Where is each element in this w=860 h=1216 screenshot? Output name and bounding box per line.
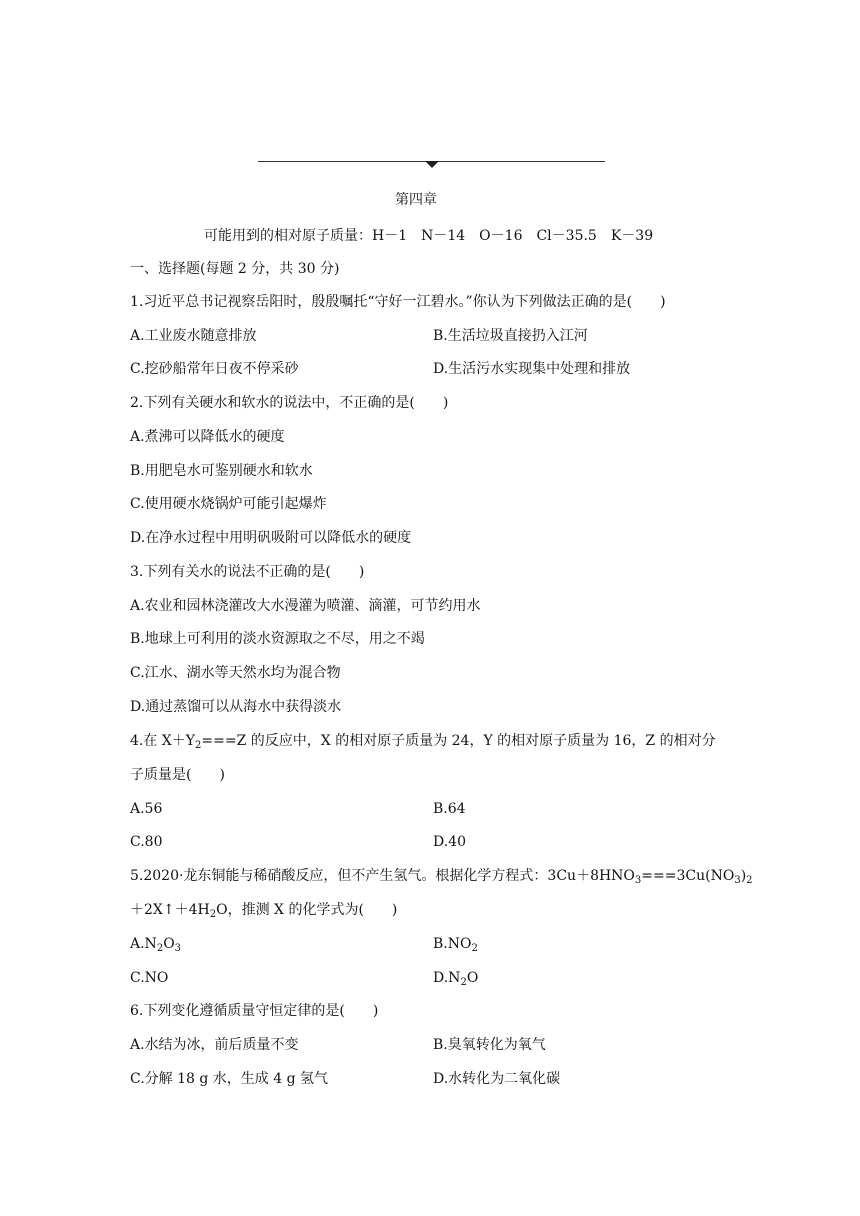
question-1-option-d: D.生活污水实现集中处理和排放 [433,361,631,377]
question-1-stem: 1.习近平总书记视察岳阳时，殷殷嘱托“守好一江碧水。”你认为下列做法正确的是( ) [130,294,666,310]
header-rule-arrow-icon [425,161,439,168]
question-4-option-b: B.64 [433,801,466,817]
question-6-option-d: D.水转化为二氧化碳 [433,1071,561,1087]
question-3-option-a: A.农业和园林浇灌改大水漫灌为喷灌、滴灌，可节约用水 [130,598,481,614]
question-2-option-c: C.使用硬水烧锅炉可能引起爆炸 [130,496,327,512]
question-4-stem: 4.在 $X+Y_2===Z$ 的反应中，X 的相对原子质量为 24，Y 的相对原子质量为 16，Z 的相对分 [130,733,716,751]
question-1-option-b: B.生活垃圾直接扔入江河 [433,328,588,344]
question-2-option-d: D.在净水过程中用明矾吸附可以降低水的硬度 [130,530,412,546]
question-6-stem: 6.下列变化遵循质量守恒定律的是( ) [130,1003,379,1019]
atomic-mass-note: 可能用到的相对原子质量：H－1 N－14 O－16 Cl－35.5 K－39 [204,228,654,244]
section-title: 一、选择题(每题 2 分，共 30 分) [130,261,340,277]
question-4-option-d: D.40 [433,834,466,850]
question-5-stem-line2: $+2X↑+4H_2O$，推测 X 的化学式为( ) [130,902,398,920]
question-5-option-c: C.NO [130,970,169,986]
question-3-option-c: C.江水、湖水等天然水均为混合物 [130,665,341,681]
question-4-option-a: A.56 [130,801,163,817]
question-2-option-b: B.用肥皂水可鉴别硬水和软水 [130,463,313,479]
question-5-option-a: $A.N_2O_3$ [130,936,182,954]
question-5-option-b: $B.NO_2$ [433,936,478,954]
question-2-stem: 2.下列有关硬水和软水的说法中，不正确的是( ) [130,395,449,411]
question-1-option-c: C.挖砂船常年日夜不停采砂 [130,361,299,377]
question-5-stem: 5.2020·龙东铜能与稀硝酸反应，但不产生氢气。根据化学方程式：$3Cu+8HNO_3===3Cu(NO_3)_2$ [130,868,753,886]
question-6-option-a: A.水结为冰，前后质量不变 [130,1037,299,1053]
question-3-stem: 3.下列有关水的说法不正确的是( ) [130,564,365,580]
question-3-option-b: B.地球上可利用的淡水资源取之不尽，用之不竭 [130,631,425,647]
question-5-option-d: $D.N_2O$ [433,970,479,988]
question-1-option-a: A.工业废水随意排放 [130,328,257,344]
question-6-option-c: C.分解 18 g 水，生成 4 g 氢气 [130,1071,329,1087]
question-3-option-d: D.通过蒸馏可以从海水中获得淡水 [130,699,342,715]
question-4-option-c: C.80 [130,834,163,850]
question-2-option-a: A.煮沸可以降低水的硬度 [130,429,285,445]
chapter-title: 第四章 [395,192,437,208]
question-4-stem-line2: 子质量是( ) [130,767,225,783]
question-6-option-b: B.臭氧转化为氧气 [433,1037,546,1053]
